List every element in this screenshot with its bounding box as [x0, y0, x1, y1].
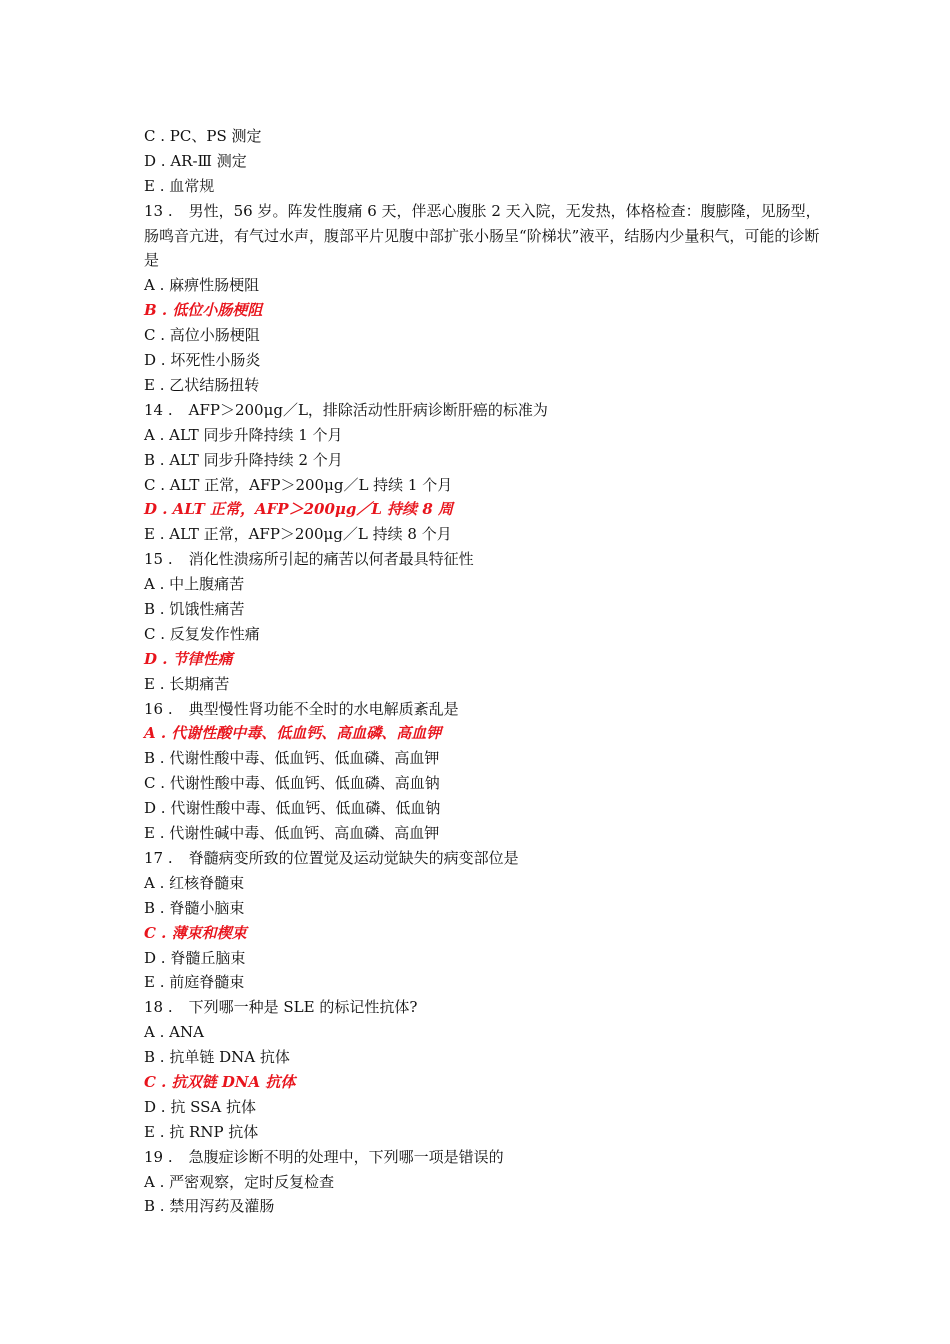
- question-text: 下列哪一种是 SLE 的标记性抗体?: [188, 998, 418, 1017]
- answer-option: D . 代谢性酸中毒、低血钙、低血磷、低血钠: [144, 799, 441, 818]
- answer-option: D . 脊髓丘脑束: [144, 948, 246, 967]
- question-text: 男性，56 岁。阵发性腹痛 6 天，伴恶心腹胀 2 天入院，无发热，体格检查：腹膨隆，见肠型，肠鸣音亢进，有气过水声，腹部平片见腹中部扩张小肠呈“阶梯状”液平，结肠内少量积气，可能的诊断是: [144, 201, 821, 270]
- question-stem: [144, 398, 824, 423]
- question-text: 消化性溃疡所引起的痛苦以何者最具特征性: [188, 550, 474, 569]
- answer-option: A . ANA: [144, 1023, 204, 1042]
- answer-option: C . 反复发作性痛: [144, 624, 260, 643]
- answer-option: D . 坏死性小肠炎: [144, 351, 261, 370]
- question-stem: [144, 547, 824, 572]
- answer-option: E . 乙状结肠扭转: [144, 375, 260, 394]
- question-number: 13 .: [144, 201, 173, 220]
- question-stem: [144, 846, 824, 871]
- question-number: 15 .: [144, 550, 173, 569]
- answer-option: A . 红核脊髓束: [144, 873, 245, 892]
- question-number: 14 .: [144, 400, 173, 419]
- answer-option: C . 代谢性酸中毒、低血钙、低血磷、高血钠: [144, 774, 440, 793]
- answer-option: C . 高位小肠梗阻: [144, 326, 260, 345]
- question-text: 典型慢性肾功能不全时的水电解质紊乱是: [188, 699, 459, 718]
- answer-option: B . 禁用泻药及灌肠: [144, 1197, 275, 1216]
- question-number: 16 .: [144, 699, 173, 718]
- answer-option: E . 代谢性碱中毒、低血钙、高血磷、高血钾: [144, 824, 440, 843]
- correct-answer-option: D . ALT 正常，AFP＞200μg／L 持续 8 周: [144, 500, 454, 519]
- answer-option: A . 中上腹痛苦: [144, 575, 245, 594]
- correct-answer-option: C . 薄束和楔束: [144, 923, 247, 942]
- answer-option: A . 麻痹性肠梗阻: [144, 276, 260, 295]
- correct-answer-option: B . 低位小肠梗阻: [144, 301, 263, 320]
- answer-option: E . 长期痛苦: [144, 674, 230, 693]
- question-number: 19 .: [144, 1147, 173, 1166]
- answer-option: D . AR-Ⅲ 测定: [144, 151, 247, 170]
- answer-option: B . 代谢性酸中毒、低血钙、低血磷、高血钾: [144, 749, 440, 768]
- answer-option: D . 抗 SSA 抗体: [144, 1097, 256, 1116]
- question-stem: [144, 697, 824, 722]
- answer-option: C . PC、PS 测定: [144, 127, 262, 145]
- answer-option: E . 抗 RNP 抗体: [144, 1122, 259, 1141]
- answer-option: B . 抗单链 DNA 抗体: [144, 1048, 290, 1067]
- document-page: [144, 124, 824, 1219]
- answer-option: C . ALT 正常，AFP＞200μg／L 持续 1 个月: [144, 475, 453, 494]
- answer-option: E . ALT 正常，AFP＞200μg／L 持续 8 个月: [144, 525, 452, 544]
- question-text: 急腹症诊断不明的处理中，下列哪一项是错误的: [188, 1147, 504, 1166]
- answer-option: A . ALT 同步升降持续 1 个月: [144, 425, 343, 444]
- answer-option: E . 血常规: [144, 176, 215, 195]
- answer-option: B . ALT 同步升降持续 2 个月: [144, 450, 343, 469]
- question-stem: [144, 199, 824, 274]
- question-number: 17 .: [144, 848, 173, 867]
- question-text: AFP＞200μg／L，排除活动性肝病诊断肝癌的标准为: [188, 400, 548, 419]
- answer-option: E . 前庭脊髓束: [144, 973, 245, 992]
- question-text: 脊髓病变所致的位置觉及运动觉缺失的病变部位是: [188, 848, 519, 867]
- answer-option: B . 脊髓小脑束: [144, 898, 245, 917]
- correct-answer-option: C . 抗双链 DNA 抗体: [144, 1072, 296, 1091]
- answer-option: A . 严密观察，定时反复检查: [144, 1172, 335, 1191]
- answer-option: B . 饥饿性痛苦: [144, 600, 245, 618]
- correct-answer-option: A . 代谢性酸中毒、低血钙、高血磷、高血钾: [144, 724, 442, 743]
- question-stem: [144, 1145, 824, 1170]
- question-stem: [144, 995, 824, 1020]
- correct-answer-option: D . 节律性痛: [144, 649, 233, 668]
- question-number: 18 .: [144, 998, 173, 1017]
